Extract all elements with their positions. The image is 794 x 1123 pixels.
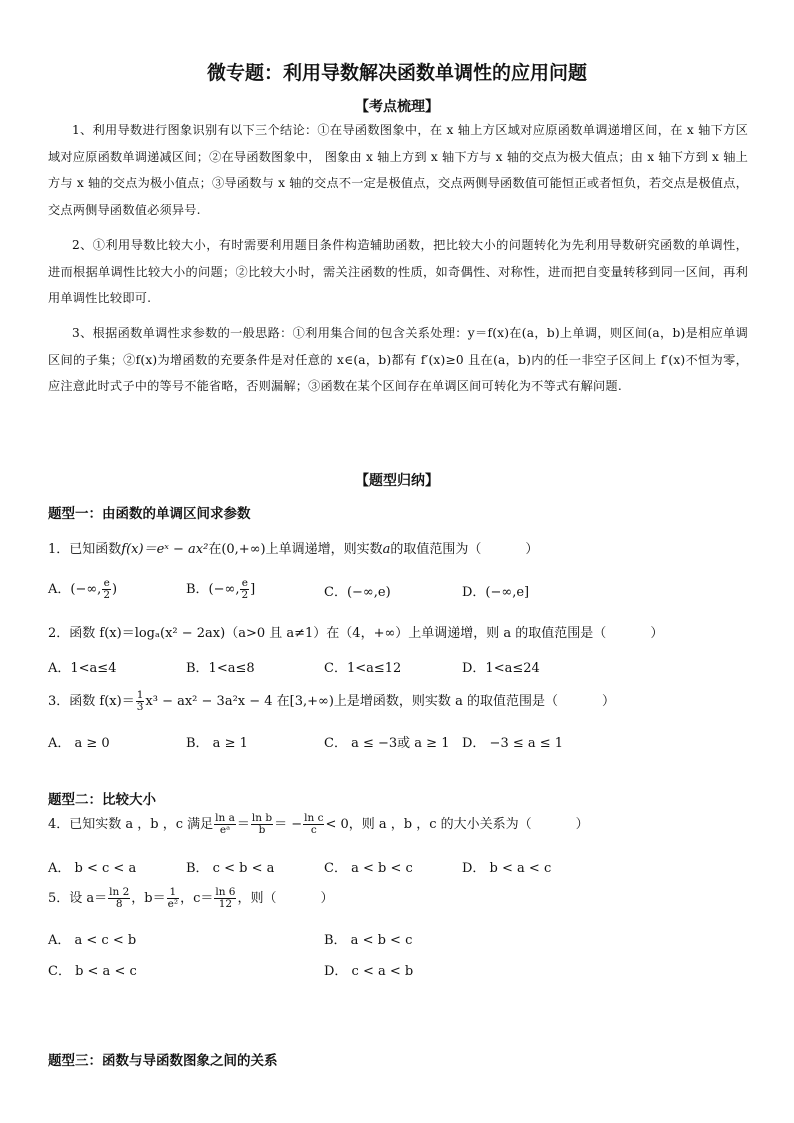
type2-heading: 题型二：比较大小 — [48, 792, 156, 808]
question-4-option-d: D． b < a < c — [462, 861, 552, 876]
question-1: 1．已知函数f(x)＝eˣ − ax²在(0,+∞)上单调递增，则实数a的取值范围为（ ） — [48, 542, 539, 557]
question-4: 4．已知实数 a ，b ，c 满足 $\frac{\text{ln a}}{\text{eᵃ}}$ ＝ $\frac{\text{ln b}}{b}$ ＝ − $\frac{\text{ln c}}{c}$ < 0，则 a ，b ，c 的大小关系为（ ） — [48, 812, 589, 836]
question-3-option-d: D． −3 ≤ a ≤ 1 — [462, 736, 564, 751]
page-title: 微专题：利用导数解决函数单调性的应用问题 — [206, 62, 587, 84]
question-2-option-b: B．1<a≤8 — [186, 661, 255, 676]
question-1-option-c: C．(−∞,e) — [324, 585, 391, 600]
paragraph-3: 3、根据函数单调性求参数的一般思路：①利用集合间的包含关系处理：y＝f(x)在(a，b)上单调，则区间(a，b)是相应单调区间的子集；②f(x)为增函数的充要条件是对任意的 x∈(a，b)都有 f′(x)≥0 且在(a，b)内的任一非空子区间上 f′(x)不恒为零，应注意此时式子中的等号不能省略，否则漏解；③函数在某个区间存在单调区间可转化为不等式有解问题. — [48, 326, 748, 393]
type1-heading: 题型一：由函数的单调区间求参数 — [48, 506, 251, 522]
question-3-option-c: C． a ≤ −3或 a ≥ 1 — [324, 736, 450, 751]
question-5: 5．设 a＝ $\frac{\ln 2}{8}$ ，b＝ $\frac{1}{\text{e²}}$ ，c＝ $\frac{\ln 6}{12}$ ，则（ ） — [48, 886, 334, 910]
section-heading-question-types: 【题型归纳】 — [355, 473, 439, 489]
section-heading-key-points: 【考点梳理】 — [355, 99, 439, 115]
question-3-option-b: B． a ≥ 1 — [186, 736, 248, 751]
question-1-option-d: D．(−∞,e] — [462, 585, 530, 600]
question-5-option-b: B． a < b < c — [324, 933, 413, 948]
paragraph-1: 1、利用导数进行图象识别有以下三个结论：①在导函数图象中，在 x 轴上方区域对应原函数单调递增区间，在 x 轴下方区域对应原函数单调递减区间；②在导函数图象中， 图象由 x 轴上方到 x 轴下方与 x 轴的交点为极大值点；由 x 轴下方到 x 轴上方与 x 轴的交点为极小值点；③导函数与 x 轴的交点不一定是极值点，交点两侧导函数值可能恒正或者恒负，若交点是极值点，交点两侧导函数值必须异号. — [48, 123, 748, 217]
question-5-option-a: A． a < c < b — [48, 933, 137, 948]
question-3-option-a: A． a ≥ 0 — [48, 736, 110, 751]
question-1-option-b: B．(−∞, $\frac{e}{2}$ ] — [186, 577, 256, 601]
question-5-option-c: C． b < a < c — [48, 964, 137, 979]
question-4-option-b: B． c < b < a — [186, 861, 275, 876]
type3-heading: 题型三：函数与导函数图象之间的关系 — [48, 1053, 278, 1069]
question-2-option-c: C．1<a≤12 — [324, 661, 402, 676]
paragraph-2: 2、①利用导数比较大小，有时需要利用题目条件构造辅助函数，把比较大小的问题转化为先利用导数研究函数的单调性，进而根据单调性比较大小的问题；②比较大小时，需关注函数的性质，如奇偶性、对称性，进而把自变量转移到同一区间，再利用单调性比较即可. — [48, 238, 748, 305]
question-1-option-a: A．(−∞, $\frac{e}{2}$ ) — [48, 577, 118, 601]
question-2: 2．函数 f(x)＝logₐ(x² − 2ax)（a>0 且 a≠1）在（4，+∞）上单调递增，则 a 的取值范围是（ ） — [48, 626, 664, 641]
question-5-option-d: D． c < a < b — [324, 964, 414, 979]
question-3: 3．函数 f(x)＝ $\frac{1}{3}$ x³ − ax² − 3a²x − 4 在[3,+∞)上是增函数，则实数 a 的取值范围是（ ） — [48, 689, 615, 713]
question-2-option-a: A．1<a≤4 — [48, 661, 117, 676]
question-4-option-a: A． b < c < a — [48, 861, 137, 876]
question-2-option-d: D．1<a≤24 — [462, 661, 540, 676]
question-4-option-c: C． a < b < c — [324, 861, 413, 876]
